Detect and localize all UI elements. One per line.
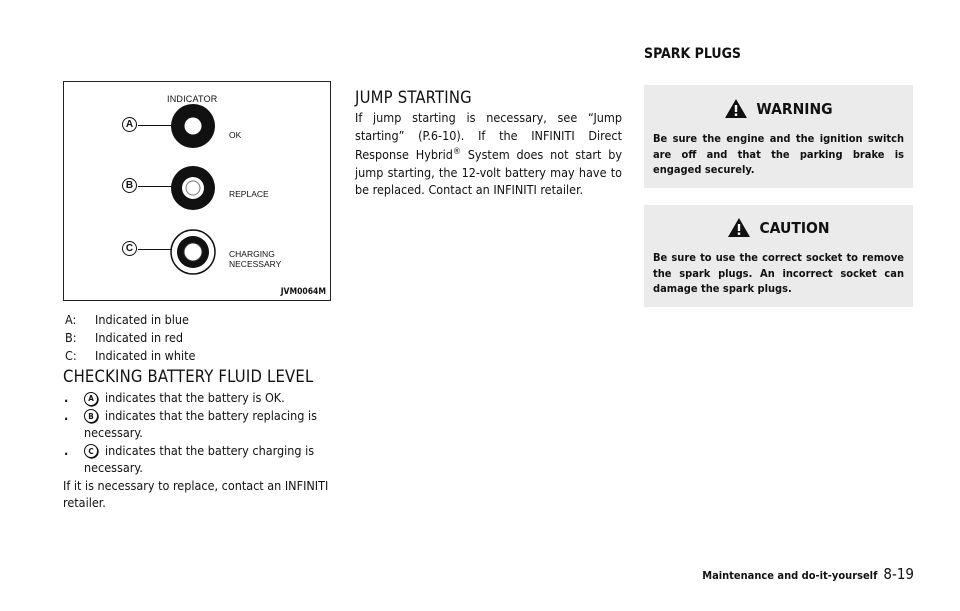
leader-line [138, 125, 172, 126]
caution-text: Be sure to use the correct socket to remove the spark plugs. An incorrect socket can damage the spark plugs. [653, 251, 904, 295]
label-replace: REPLACE [229, 189, 269, 199]
figure-code: JVM0064M [280, 287, 326, 297]
indicator-ok-icon [170, 103, 216, 149]
marker-c: C [122, 241, 137, 256]
bullet-text: indicates that the battery charging is necessary. [84, 442, 315, 475]
label-ok: OK [229, 130, 242, 140]
legend-row [65, 311, 195, 329]
spark-heading: SPARK PLUGS [644, 46, 741, 62]
footer-section: Maintenance and do-it-yourself [702, 569, 878, 582]
indicator-figure [63, 81, 331, 301]
caution-title: CAUTION [759, 218, 830, 237]
registered-mark: ® [452, 147, 461, 157]
warning-text: Be sure the engine and the ignition switch are off and that the parking brake is engaged securely. [653, 132, 904, 176]
legend-key: C: [65, 348, 77, 363]
marker-a: A [122, 117, 137, 132]
marker-b-icon: B [84, 409, 98, 423]
legend [65, 311, 195, 365]
indicator-charging-icon [170, 229, 216, 275]
page-footer [702, 565, 914, 583]
warning-header [644, 98, 913, 119]
warning-box [644, 85, 913, 188]
warning-title: WARNING [756, 99, 833, 118]
checking-heading: CHECKING BATTERY FLUID LEVEL [63, 367, 314, 386]
jump-text [355, 109, 622, 199]
page-number: 8-19 [883, 565, 914, 583]
jump-text-part: System does not start by jump starting, the 12-volt battery may have to be replaced. Contact an INFINITI retailer. [355, 147, 623, 198]
leader-line [138, 186, 172, 187]
warning-triangle-icon [727, 217, 751, 238]
legend-row [65, 347, 195, 365]
list-item: . A indicates that the battery is OK. [64, 390, 285, 405]
marker-b: B [122, 178, 137, 193]
marker-a-icon: A [84, 392, 98, 406]
list-item: . C indicates that the battery charging is necessary. [64, 442, 315, 475]
figure-title: INDICATOR [167, 94, 218, 104]
bullet-text: indicates that the battery is OK. [105, 390, 285, 405]
list-item: . B indicates that the battery replacing is necessary. [64, 407, 317, 440]
legend-text: Indicated in white [95, 348, 196, 363]
caution-header [644, 217, 913, 238]
legend-row [65, 329, 195, 347]
label-charging: CHARGING NECESSARY [229, 249, 282, 269]
legend-key: B: [65, 330, 77, 345]
legend-text: Indicated in blue [95, 312, 189, 327]
jump-heading: JUMP STARTING [355, 88, 472, 107]
leader-line [138, 249, 172, 250]
legend-text: Indicated in red [95, 330, 184, 345]
caution-box [644, 205, 913, 307]
jump-text-part: If jump starting is necessary, see “Jump starting” (P.6-10). If the INFINITI Direct Response Hybrid [355, 110, 622, 163]
marker-c-icon: C [84, 444, 98, 458]
legend-key: A: [65, 312, 77, 327]
warning-triangle-icon [724, 98, 748, 119]
checking-note: If it is necessary to replace, contact an INFINITI retailer. [63, 477, 329, 510]
checking-list [63, 389, 335, 512]
indicator-replace-icon [170, 165, 216, 211]
bullet-text: indicates that the battery replacing is necessary. [84, 407, 317, 440]
